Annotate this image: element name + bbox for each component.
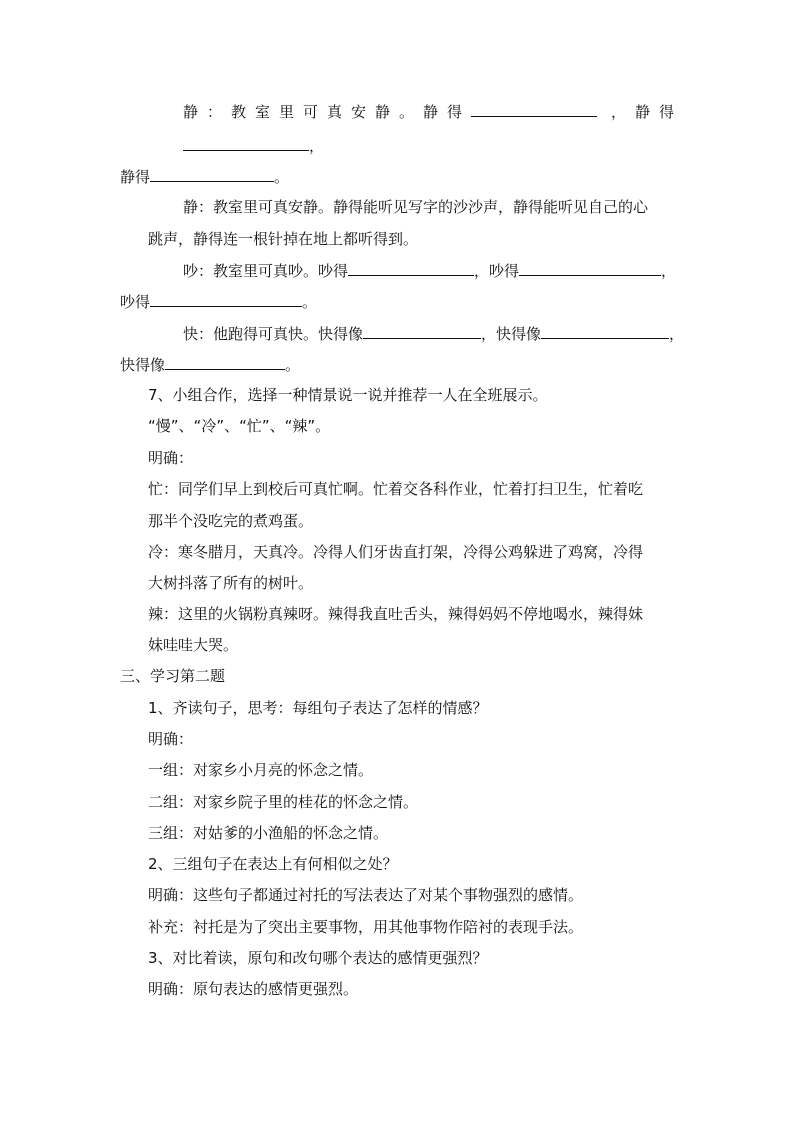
punctuation: ， xyxy=(669,325,685,343)
answer-la-line-1 xyxy=(148,603,643,625)
item-text: 明确： xyxy=(148,449,194,467)
punctuation: 。 xyxy=(302,293,318,311)
fill-blank[interactable] xyxy=(541,322,669,339)
question-text: 1、齐读句子，思考：每组句子表达了怎样的情感？ xyxy=(148,699,488,717)
answer-text: 三组：对姑爹的小渔船的怀念之情。 xyxy=(148,824,389,842)
exercise-jing-line-1 xyxy=(183,100,683,123)
answer-mang-line-2 xyxy=(148,510,313,532)
punctuation: 。 xyxy=(274,168,290,186)
answer-text: 明确：这些句子都通过衬托的写法表达了对某个事物强烈的感情。 xyxy=(148,886,584,904)
answer-text: 补充：衬托是为了突出主要事物，用其他事物作陪衬的表现手法。 xyxy=(148,918,584,936)
section-title: 三、学习第二题 xyxy=(120,667,226,685)
group-2-answer xyxy=(148,791,418,813)
answer-leng-line-1 xyxy=(148,541,643,563)
question-text: 2、三组句子在表达上有何相似之处？ xyxy=(148,855,398,873)
supplement xyxy=(148,916,583,938)
question-3-answer xyxy=(148,978,358,1000)
fill-blank[interactable] xyxy=(150,165,274,182)
exercise-kuai-line-1 xyxy=(183,322,684,345)
exercise-jing-line-2 xyxy=(183,134,324,157)
group-1-answer xyxy=(148,759,373,781)
fill-blank[interactable] xyxy=(519,259,661,276)
group-3-answer xyxy=(148,822,388,844)
example-jing-line-2 xyxy=(148,228,418,250)
exercise-chao-line-1 xyxy=(183,259,676,282)
exercise-jing-line-3 xyxy=(120,165,289,188)
clarification-label xyxy=(148,447,193,469)
answer-text: 辣：这里的火锅粉真辣呀。辣得我直吐舌头，辣得妈妈不停地喝水，辣得妹 xyxy=(148,605,644,623)
fill-blank[interactable] xyxy=(471,100,597,117)
exercise-kuai-line-2 xyxy=(120,353,300,376)
answer-text: 明确：原句表达的感情更强烈。 xyxy=(148,980,359,998)
example-text: 跳声，静得连一根针掉在地上都听得到。 xyxy=(148,230,419,248)
fill-blank[interactable] xyxy=(150,290,302,307)
item-7-heading xyxy=(148,384,548,406)
punctuation: 。 xyxy=(285,356,301,374)
exercise-kuai-prompt-2: ，快得像 xyxy=(481,325,542,343)
question-text: 3、对比着读，原句和改句哪个表达的感情更强烈？ xyxy=(148,949,488,967)
exercise-chao-prompt-3: 吵得 xyxy=(120,293,151,311)
exercise-jing-prompt-2: ，静得 xyxy=(611,103,684,121)
exercise-jing-prompt-3: 静得 xyxy=(120,168,151,186)
fill-blank[interactable] xyxy=(363,322,481,339)
example-jing-line-1 xyxy=(183,196,648,218)
item-text: “慢”、“冷”、“忙”、“辣”。 xyxy=(148,417,331,435)
answer-text: 大树抖落了所有的树叶。 xyxy=(148,574,314,592)
answer-text: 二组：对家乡院子里的桂花的怀念之情。 xyxy=(148,793,419,811)
answer-text: 一组：对家乡小月亮的怀念之情。 xyxy=(148,761,374,779)
item-text: 明确： xyxy=(148,730,194,748)
exercise-kuai-prompt-3: 快得像 xyxy=(120,356,166,374)
question-2 xyxy=(148,853,398,875)
example-text: 静：教室里可真安静。静得能听见写字的沙沙声，静得能听见自己的心 xyxy=(183,198,649,216)
fill-blank[interactable] xyxy=(165,353,285,370)
answer-mang-line-1 xyxy=(148,478,643,500)
item-text: 7、小组合作，选择一种情景说一说并推荐一人在全班展示。 xyxy=(148,386,548,404)
answer-text: 忙：同学们早上到校后可真忙啊。忙着交各科作业，忙着打扫卫生，忙着吃 xyxy=(148,480,644,498)
answer-leng-line-2 xyxy=(148,572,313,594)
clarification-label-2 xyxy=(148,728,193,750)
question-2-answer xyxy=(148,884,583,906)
answer-text: 那半个没吃完的煮鸡蛋。 xyxy=(148,512,314,530)
punctuation: ， xyxy=(661,262,677,280)
exercise-chao-line-2 xyxy=(120,290,317,313)
exercise-jing-prompt: 静：教室里可真安静。静得 xyxy=(183,103,472,121)
answer-la-line-2 xyxy=(148,634,238,656)
answer-text: 妹哇哇大哭。 xyxy=(148,636,239,654)
item-7-options xyxy=(148,415,330,437)
exercise-chao-prompt-2: ，吵得 xyxy=(474,262,520,280)
question-3 xyxy=(148,947,488,969)
exercise-chao-prompt: 吵：教室里可真吵。吵得 xyxy=(183,262,349,280)
answer-text: 冷：寒冬腊月，天真冷。冷得人们牙齿直打架，冷得公鸡躲进了鸡窝，冷得 xyxy=(148,543,644,561)
section-3-heading xyxy=(120,665,225,687)
exercise-kuai-prompt: 快：他跑得可真快。快得像 xyxy=(183,325,364,343)
fill-blank[interactable] xyxy=(183,134,309,151)
punctuation: ， xyxy=(309,137,325,155)
question-1 xyxy=(148,697,488,719)
fill-blank[interactable] xyxy=(348,259,474,276)
